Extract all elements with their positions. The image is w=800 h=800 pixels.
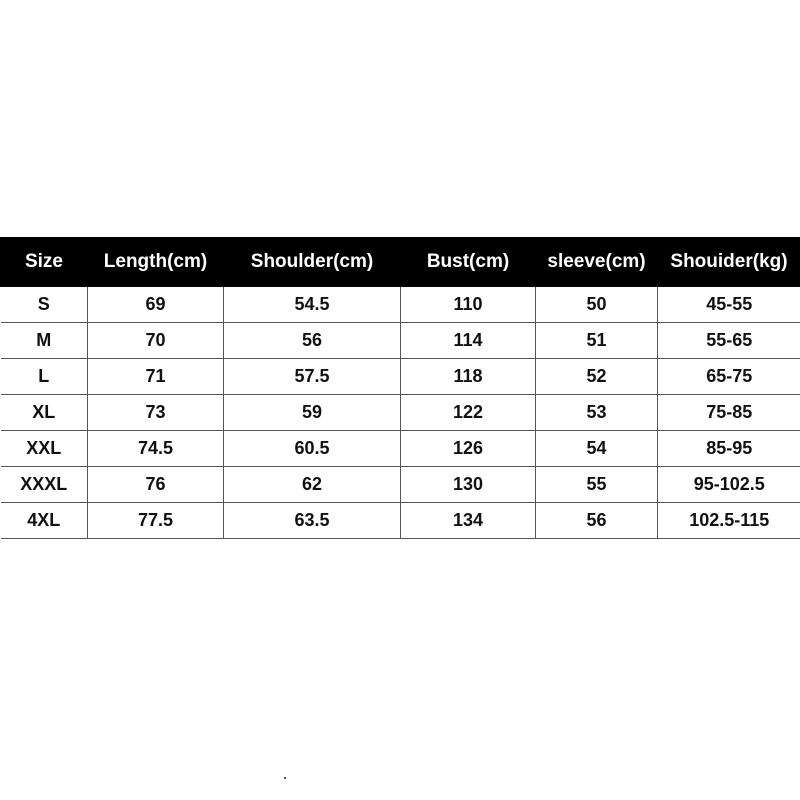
- cell-weight: 75-85: [658, 395, 800, 431]
- table-row: [1, 467, 800, 503]
- cell-weight: 55-65: [658, 323, 800, 359]
- cell-length: 74.5: [88, 431, 224, 467]
- cell-length: 69: [88, 287, 224, 323]
- cell-weight: 65-75: [658, 359, 800, 395]
- table-header: [1, 238, 800, 287]
- cell-size: S: [1, 287, 88, 323]
- cell-shoulder: 63.5: [224, 503, 401, 539]
- cell-bust: 130: [401, 467, 536, 503]
- header-bust: Bust(cm): [401, 238, 536, 287]
- table-row: [1, 503, 800, 539]
- cell-size: L: [1, 359, 88, 395]
- cell-length: 73: [88, 395, 224, 431]
- cell-size: XXXL: [1, 467, 88, 503]
- header-shoulder: Shoulder(cm): [224, 238, 401, 287]
- cell-sleeve: 50: [536, 287, 658, 323]
- table-row: [1, 395, 800, 431]
- table-row: [1, 359, 800, 395]
- cell-shoulder: 60.5: [224, 431, 401, 467]
- table-row: [1, 431, 800, 467]
- cell-length: 70: [88, 323, 224, 359]
- cell-sleeve: 51: [536, 323, 658, 359]
- size-chart-table: [0, 237, 800, 539]
- stray-dot: [284, 777, 286, 779]
- cell-weight: 85-95: [658, 431, 800, 467]
- cell-length: 76: [88, 467, 224, 503]
- cell-shoulder: 56: [224, 323, 401, 359]
- header-weight: Shouider(kg): [658, 238, 800, 287]
- cell-size: XXL: [1, 431, 88, 467]
- cell-length: 77.5: [88, 503, 224, 539]
- cell-sleeve: 56: [536, 503, 658, 539]
- cell-bust: 122: [401, 395, 536, 431]
- cell-weight: 102.5-115: [658, 503, 800, 539]
- cell-size: XL: [1, 395, 88, 431]
- cell-bust: 134: [401, 503, 536, 539]
- cell-sleeve: 53: [536, 395, 658, 431]
- header-sleeve: sleeve(cm): [536, 238, 658, 287]
- header-length: Length(cm): [88, 238, 224, 287]
- cell-sleeve: 52: [536, 359, 658, 395]
- cell-shoulder: 59: [224, 395, 401, 431]
- cell-bust: 110: [401, 287, 536, 323]
- cell-size: M: [1, 323, 88, 359]
- cell-weight: 95-102.5: [658, 467, 800, 503]
- cell-bust: 126: [401, 431, 536, 467]
- cell-sleeve: 54: [536, 431, 658, 467]
- cell-shoulder: 62: [224, 467, 401, 503]
- cell-sleeve: 55: [536, 467, 658, 503]
- header-size: Size: [1, 238, 88, 287]
- table-row: [1, 287, 800, 323]
- cell-weight: 45-55: [658, 287, 800, 323]
- cell-bust: 114: [401, 323, 536, 359]
- table-row: [1, 323, 800, 359]
- cell-bust: 118: [401, 359, 536, 395]
- cell-size: 4XL: [1, 503, 88, 539]
- cell-shoulder: 57.5: [224, 359, 401, 395]
- table-body: [1, 287, 800, 539]
- cell-length: 71: [88, 359, 224, 395]
- header-row: [1, 238, 800, 287]
- cell-shoulder: 54.5: [224, 287, 401, 323]
